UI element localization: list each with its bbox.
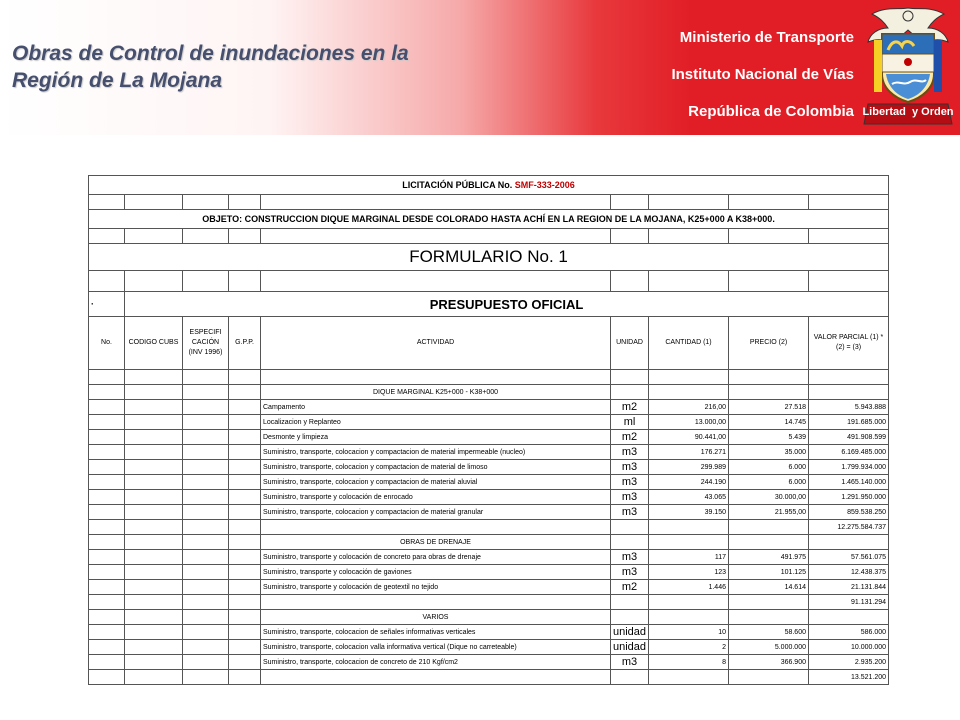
table-row [89, 490, 889, 505]
ministry-line-3: República de Colombia [688, 103, 854, 120]
empty-cell [125, 505, 183, 520]
empty-cell [261, 520, 611, 535]
empty-cell [125, 565, 183, 580]
cantidad-cell: 216,00 [649, 400, 729, 415]
actividad-cell: Suministro, transporte, colocacion de concreto de 210 Kgf/cm2 [261, 655, 611, 670]
empty-cell [611, 520, 649, 535]
licitacion-row [89, 176, 889, 195]
col-codigo: CODIGO CUBS [125, 317, 183, 370]
empty-cell [125, 490, 183, 505]
precio-cell: 21.955,00 [729, 505, 809, 520]
empty-cell [229, 580, 261, 595]
empty-cell [89, 595, 125, 610]
table-row [89, 580, 889, 595]
unidad-cell: m3 [611, 445, 649, 460]
actividad-cell: Desmonte y limpieza [261, 430, 611, 445]
cantidad-cell: 8 [649, 655, 729, 670]
empty-cell [229, 535, 261, 550]
empty-cell [183, 670, 229, 685]
empty-cell [125, 400, 183, 415]
empty-cell [125, 475, 183, 490]
empty-cell [183, 460, 229, 475]
section-title-row [89, 610, 889, 625]
empty-cell [229, 565, 261, 580]
valor-cell: 21.131.844 [809, 580, 889, 595]
empty-cell [729, 535, 809, 550]
empty-cell [729, 595, 809, 610]
empty-cell [183, 535, 229, 550]
unidad-cell: m3 [611, 505, 649, 520]
section-title-row [89, 535, 889, 550]
objeto-text: OBJETO: CONSTRUCCION DIQUE MARGINAL DESDE COLORADO HASTA ACHÍ EN LA REGION DE LA MOJANA, K25+000 A K38+000. [89, 210, 889, 229]
empty-cell [125, 520, 183, 535]
unidad-cell: ml [611, 415, 649, 430]
empty-cell [183, 565, 229, 580]
col-actividad: ACTIVIDAD [261, 317, 611, 370]
empty-cell [89, 610, 125, 625]
unidad-cell: m3 [611, 550, 649, 565]
empty-cell [229, 490, 261, 505]
empty-cell [89, 640, 125, 655]
empty-cell [89, 475, 125, 490]
empty-cell [183, 430, 229, 445]
table-row [89, 415, 889, 430]
table-row [89, 550, 889, 565]
empty-cell [229, 655, 261, 670]
empty-cell [229, 670, 261, 685]
section-title: OBRAS DE DRENAJE [261, 535, 611, 550]
precio-cell: 101.125 [729, 565, 809, 580]
precio-cell: 6.000 [729, 460, 809, 475]
ministry-line-2: Instituto Nacional de Vías [671, 66, 854, 83]
empty-cell [89, 415, 125, 430]
valor-cell: 6.169.485.000 [809, 445, 889, 460]
empty-cell [183, 385, 229, 400]
precio-cell: 6.000 [729, 475, 809, 490]
empty-cell [229, 625, 261, 640]
subtotal-row [89, 595, 889, 610]
budget-sheet [88, 175, 888, 685]
licitacion-number: SMF-333-2006 [514, 180, 575, 190]
valor-cell: 5.943.888 [809, 400, 889, 415]
table-row [89, 640, 889, 655]
empty-cell [183, 520, 229, 535]
empty-cell [89, 625, 125, 640]
subtotal-cell: 12.275.584.737 [809, 520, 889, 535]
unidad-cell: m3 [611, 490, 649, 505]
cantidad-cell: 10 [649, 625, 729, 640]
empty-cell [229, 460, 261, 475]
empty-cell [89, 670, 125, 685]
empty-cell [229, 475, 261, 490]
empty-cell [229, 520, 261, 535]
ministry-block [594, 28, 854, 139]
unidad-cell: m2 [611, 400, 649, 415]
cantidad-cell: 123 [649, 565, 729, 580]
empty-cell [183, 655, 229, 670]
empty-cell [649, 520, 729, 535]
unidad-cell: m2 [611, 580, 649, 595]
presupuesto-dot: · [89, 292, 125, 317]
actividad-cell: Suministro, transporte, colocacion valla informativa vertical (Dique no carreteable) [261, 640, 611, 655]
actividad-cell: Suministro, transporte, colocacion y compactacion de material aluvial [261, 475, 611, 490]
empty-cell [261, 595, 611, 610]
empty-cell [729, 610, 809, 625]
page-title-line-1: Obras de Control de inundaciones en la [12, 42, 409, 65]
empty-cell [125, 445, 183, 460]
empty-cell [125, 385, 183, 400]
empty-cell [229, 550, 261, 565]
col-valor: VALOR PARCIAL (1) * (2) = (3) [809, 317, 889, 370]
empty-cell [89, 430, 125, 445]
precio-cell: 35.000 [729, 445, 809, 460]
table-row [89, 475, 889, 490]
subtotal-row [89, 670, 889, 685]
cantidad-cell: 13.000,00 [649, 415, 729, 430]
empty-cell [125, 610, 183, 625]
empty-cell [229, 505, 261, 520]
cantidad-cell: 43.065 [649, 490, 729, 505]
actividad-cell: Suministro, transporte, colocacion y compactacion de material de limoso [261, 460, 611, 475]
valor-cell: 586.000 [809, 625, 889, 640]
empty-cell [89, 400, 125, 415]
cantidad-cell: 244.190 [649, 475, 729, 490]
precio-cell: 5.000.000 [729, 640, 809, 655]
valor-cell: 12.438.375 [809, 565, 889, 580]
section-title-row [89, 385, 889, 400]
empty-cell [611, 670, 649, 685]
empty-cell [229, 640, 261, 655]
table-row [89, 445, 889, 460]
valor-cell: 1.291.950.000 [809, 490, 889, 505]
valor-cell: 1.799.934.000 [809, 460, 889, 475]
cantidad-cell: 1.446 [649, 580, 729, 595]
empty-cell [89, 520, 125, 535]
empty-cell [125, 460, 183, 475]
actividad-cell: Localizacion y Replanteo [261, 415, 611, 430]
col-unidad: UNIDAD [611, 317, 649, 370]
empty-cell [125, 625, 183, 640]
empty-cell [125, 595, 183, 610]
empty-cell [809, 535, 889, 550]
precio-cell: 5.439 [729, 430, 809, 445]
empty-cell [183, 490, 229, 505]
objeto-row [89, 210, 889, 229]
empty-cell [809, 610, 889, 625]
table-row [89, 400, 889, 415]
ministry-line-1: Ministerio de Transporte [679, 29, 854, 46]
actividad-cell: Suministro, transporte y colocación de enrocado [261, 490, 611, 505]
actividad-cell: Suministro, transporte y colocación de concreto para obras de drenaje [261, 550, 611, 565]
col-especificacion: ESPECIFI CACIÓN (INV 1996) [183, 317, 229, 370]
empty-cell [89, 535, 125, 550]
page-title-line-2: Región de La Mojana [12, 69, 223, 92]
empty-cell [229, 385, 261, 400]
valor-cell: 859.538.250 [809, 505, 889, 520]
cantidad-cell: 117 [649, 550, 729, 565]
empty-cell [809, 385, 889, 400]
precio-cell: 366.900 [729, 655, 809, 670]
unidad-cell: m3 [611, 475, 649, 490]
empty-cell [125, 535, 183, 550]
unidad-cell: unidad [611, 640, 649, 655]
empty-cell [649, 670, 729, 685]
col-precio: PRECIO (2) [729, 317, 809, 370]
section-title: DIQUE MARGINAL K25+000 - K38+000 [261, 385, 611, 400]
presupuesto-title: PRESUPUESTO OFICIAL [125, 292, 889, 317]
seal-motto: Libertad y Orden [862, 106, 954, 118]
cantidad-cell: 90.441,00 [649, 430, 729, 445]
empty-cell [229, 595, 261, 610]
empty-cell [183, 505, 229, 520]
actividad-cell: Suministro, transporte, colocacion y compactacion de material granular [261, 505, 611, 520]
actividad-cell: Suministro, transporte y colocación de geotextil no tejido [261, 580, 611, 595]
empty-cell [183, 400, 229, 415]
empty-cell [229, 610, 261, 625]
empty-cell [89, 565, 125, 580]
cantidad-cell: 2 [649, 640, 729, 655]
cantidad-cell: 176.271 [649, 445, 729, 460]
formulario-row [89, 244, 889, 271]
table-row [89, 625, 889, 640]
empty-cell [125, 415, 183, 430]
empty-cell [125, 580, 183, 595]
spacer-row [89, 229, 889, 244]
precio-cell: 27.518 [729, 400, 809, 415]
table-row [89, 460, 889, 475]
unidad-cell: m3 [611, 565, 649, 580]
valor-cell: 57.561.075 [809, 550, 889, 565]
coat-of-arms-seal [858, 0, 958, 135]
empty-cell [89, 460, 125, 475]
empty-cell [183, 580, 229, 595]
table-row [89, 430, 889, 445]
spacer-row [89, 370, 889, 385]
empty-cell [183, 475, 229, 490]
empty-cell [729, 520, 809, 535]
empty-cell [649, 535, 729, 550]
empty-cell [261, 670, 611, 685]
valor-cell: 491.908.599 [809, 430, 889, 445]
column-header-row [89, 317, 889, 370]
empty-cell [89, 385, 125, 400]
actividad-cell: Suministro, transporte y colocación de gaviones [261, 565, 611, 580]
cantidad-cell: 39.150 [649, 505, 729, 520]
empty-cell [183, 610, 229, 625]
empty-cell [611, 535, 649, 550]
empty-cell [89, 445, 125, 460]
empty-cell [89, 655, 125, 670]
empty-cell [729, 385, 809, 400]
valor-cell: 10.000.000 [809, 640, 889, 655]
empty-cell [229, 430, 261, 445]
valor-cell: 191.685.000 [809, 415, 889, 430]
valor-cell: 2.935.200 [809, 655, 889, 670]
table-row [89, 565, 889, 580]
budget-table-body [89, 176, 889, 685]
empty-cell [125, 430, 183, 445]
precio-cell: 491.975 [729, 550, 809, 565]
cantidad-cell: 299.989 [649, 460, 729, 475]
empty-cell [729, 670, 809, 685]
empty-cell [89, 505, 125, 520]
col-gpp: G.P.P. [229, 317, 261, 370]
precio-cell: 58.600 [729, 625, 809, 640]
precio-cell: 14.614 [729, 580, 809, 595]
col-cantidad: CANTIDAD (1) [649, 317, 729, 370]
empty-cell [611, 610, 649, 625]
empty-cell [649, 385, 729, 400]
empty-cell [125, 670, 183, 685]
budget-table [88, 175, 889, 685]
actividad-cell: Suministro, transporte, colocacion y compactacion de material impermeable (nucleo) [261, 445, 611, 460]
empty-cell [229, 415, 261, 430]
col-no: No. [89, 317, 125, 370]
unidad-cell: unidad [611, 625, 649, 640]
empty-cell [229, 400, 261, 415]
spacer-row [89, 271, 889, 292]
table-row [89, 655, 889, 670]
formulario-title: FORMULARIO No. 1 [89, 244, 889, 271]
spacer-row [89, 195, 889, 210]
empty-cell [611, 385, 649, 400]
empty-cell [89, 490, 125, 505]
empty-cell [183, 415, 229, 430]
precio-cell: 14.745 [729, 415, 809, 430]
empty-cell [611, 595, 649, 610]
empty-cell [125, 655, 183, 670]
empty-cell [649, 595, 729, 610]
table-row [89, 505, 889, 520]
licitacion-prefix: LICITACIÓN PÚBLICA No. [402, 180, 513, 190]
unidad-cell: m3 [611, 460, 649, 475]
empty-cell [183, 445, 229, 460]
unidad-cell: m3 [611, 655, 649, 670]
unidad-cell: m2 [611, 430, 649, 445]
presupuesto-row [89, 292, 889, 317]
subtotal-cell: 91.131.294 [809, 595, 889, 610]
page-title [12, 40, 532, 94]
subtotal-cell: 13.521.200 [809, 670, 889, 685]
empty-cell [89, 550, 125, 565]
empty-cell [125, 550, 183, 565]
empty-cell [649, 610, 729, 625]
subtotal-row [89, 520, 889, 535]
section-title: VARIOS [261, 610, 611, 625]
actividad-cell: Suministro, transporte, colocacion de señales informativas verticales [261, 625, 611, 640]
empty-cell [125, 640, 183, 655]
valor-cell: 1.465.140.000 [809, 475, 889, 490]
empty-cell [229, 445, 261, 460]
precio-cell: 30.000,00 [729, 490, 809, 505]
empty-cell [89, 580, 125, 595]
empty-cell [183, 640, 229, 655]
empty-cell [183, 550, 229, 565]
empty-cell [183, 595, 229, 610]
empty-cell [183, 625, 229, 640]
actividad-cell: Campamento [261, 400, 611, 415]
